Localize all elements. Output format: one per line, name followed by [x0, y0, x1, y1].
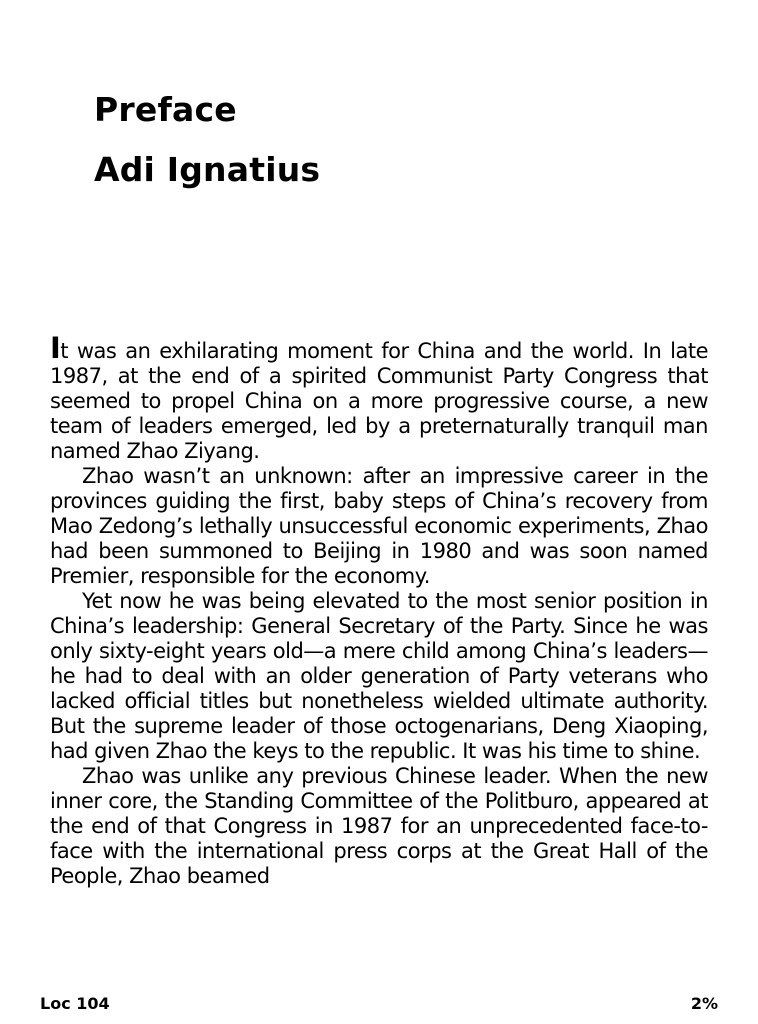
paragraph-1	[50, 331, 708, 464]
paragraph-3: Yet now he was being elevated to the most senior position in China’s leadership: General Secretary of the Party. Since he was only sixty-eight years old—a mere child among China’s leaders—he had to deal with an older generation of Party veterans who lacked official titles but nonetheless wielded ultimate authority. But the supreme leader of those octogenarians, Deng Xiaoping, had given Zhao the keys to the republic. It was his time to shine.	[50, 589, 708, 763]
progress-percent[interactable]: 2%	[690, 994, 718, 1013]
chapter-title: Preface	[94, 90, 237, 129]
body-text	[50, 331, 708, 889]
chapter-author: Adi Ignatius	[94, 150, 321, 189]
drop-cap: I	[50, 331, 61, 365]
paragraph-2: Zhao wasn’t an unknown: after an impressive career in the provinces guiding the first, baby steps of China’s recovery from Mao Zedong’s lethally unsuccessful economic experiments, Zhao had been summoned to Beijing in 1980 and was soon named Premier, responsible for the economy.	[50, 464, 708, 588]
paragraph-4: Zhao was unlike any previous Chinese leader. When the new inner core, the Standing Committee of the Politburo, appeared at the end of that Congress in 1987 for an unprecedented face-to-face with the international press corps at the Great Hall of the People, Zhao beamed	[50, 764, 708, 888]
paragraph-1-text: t was an exhilarating moment for China and the world. In late 1987, at the end of a spirited Communist Party Congress that seemed to propel China on a more progressive course, a new team of leaders emerged, led by a preternaturally tranquil man named Zhao Ziyang.	[50, 339, 708, 463]
location-indicator[interactable]: Loc 104	[40, 994, 110, 1013]
chapter-header	[94, 80, 320, 200]
